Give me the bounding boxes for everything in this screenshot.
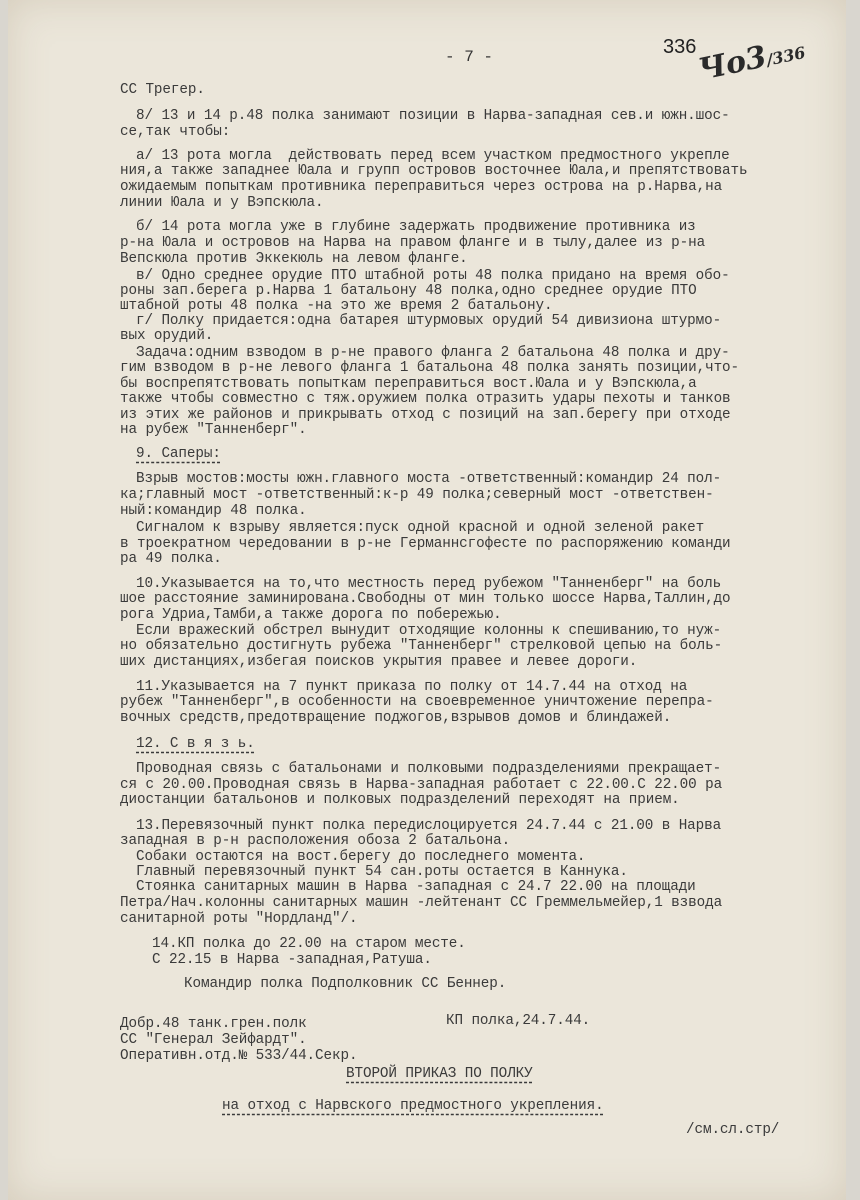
addressee-line: СС Трегер. — [120, 82, 205, 98]
text-line: в троекратном чередовании в р-не Германнсгофесте по распоряжению команди — [120, 536, 731, 552]
unit-header: СС "Генерал Зейфардт". — [120, 1032, 307, 1048]
text-line: Главный перевязочный пункт 54 сан.роты остается в Каннука. — [136, 864, 628, 880]
text-line: ка;главный мост -ответственный:к-р 49 полка;северный мост -ответствен- — [120, 487, 714, 503]
text-line: ожидаемым попыткам противника переправиться через острова на р.Нарва,на — [120, 179, 723, 195]
text-line: 8/ 13 и 14 р.48 полка занимают позиции в Нарва-западная сев.и южн.шос- — [136, 108, 730, 124]
document-page — [8, 0, 846, 1200]
text-line: в/ Одно среднее орудие ПТО штабной роты 48 полка придано на время обо- — [136, 268, 730, 284]
text-line: ся с 20.00.Проводная связь в Нарва-западная работает с 22.00.С 22.00 ра — [120, 777, 723, 793]
text-line: западная в р-н расположения обоза 2 батальона. — [120, 833, 511, 849]
text-line: ра 49 полка. — [120, 551, 222, 567]
handwritten-mark: Чо3/336 — [695, 39, 808, 88]
text-line: Стоянка санитарных машин в Нарва -западная с 24.7 22.00 на площади — [136, 879, 696, 895]
text-line: диостанции батальонов и полковых подразделений переходят на прием. — [120, 792, 680, 808]
place-date: КП полка,24.7.44. — [446, 1013, 591, 1029]
text-line: а/ 13 рота могла действовать перед всем участком предмостного укрепле — [136, 148, 730, 164]
text-line: также чтобы совместно с тяж.оружием полка отразить удары пехоты и танков — [120, 391, 731, 407]
text-line: 10.Указывается на то,что местность перед рубежом "Танненберг" на боль — [136, 576, 722, 592]
text-line: гим взводом в р-не левого фланга 1 батальона 48 полка занять позиции,что- — [120, 360, 740, 376]
text-line: Проводная связь с батальонами и полковыми подразделениями прекращает- — [136, 761, 722, 777]
text-line: С 22.15 в Нарва -западная,Ратуша. — [152, 952, 432, 968]
reference-number: Оперативн.отд.№ 533/44.Секр. — [120, 1048, 358, 1064]
text-line: Взрыв мостов:мосты южн.главного моста -ответственный:командир 24 пол- — [136, 471, 722, 487]
text-line: р-на Юала и островов на Нарва на правом фланге и в тылу,далее из р-на — [120, 235, 706, 251]
text-line: Петра/Нач.колонны санитарных машин -лейтенант СС Греммельмейер,1 взвода — [120, 895, 723, 911]
text-line: Вепскюла против Эккекюль на левом фланге. — [120, 251, 468, 267]
order-subtitle: на отход с Нарвского предмостного укрепления. — [222, 1098, 604, 1114]
text-line: ный:командир 48 полка. — [120, 503, 307, 519]
text-line: шое расстояние заминирована.Свободны от мин только шоссе Нарва,Таллин,до — [120, 591, 731, 607]
text-line: роны зап.берега р.Нарва 1 батальону 48 полка,одно среднее орудие ПТО — [120, 283, 697, 299]
section-heading-sappers: 9. Саперы: — [136, 446, 221, 462]
order-title: ВТОРОЙ ПРИКАЗ ПО ПОЛКУ — [346, 1066, 533, 1082]
text-line: Если вражеский обстрел вынудит отходящие колонны к спешиванию,то нуж- — [136, 623, 722, 639]
text-line: бы воспрепятствовать попыткам переправиться вост.Юала и у Вэпскюла,а — [120, 376, 697, 392]
archive-number: 336 — [663, 36, 697, 58]
text-line: на рубеж "Танненберг". — [120, 422, 307, 438]
page-number: - 7 - — [445, 48, 494, 66]
signature-line: Командир полка Подполковник СС Беннер. — [184, 976, 507, 992]
text-line: санитарной роты "Нордланд"/. — [120, 911, 358, 927]
unit-header: Добр.48 танк.грен.полк — [120, 1016, 307, 1032]
text-line: вочных средств,предотвращение поджогов,взрывов домов и блиндажей. — [120, 710, 672, 726]
text-line: рога Удриа,Тамби,а также дорога по побережью. — [120, 607, 502, 623]
text-line: линии Юала и у Вэпскюла. — [120, 195, 324, 211]
text-line: се,так чтобы: — [120, 124, 231, 140]
text-line: г/ Полку придается:одна батарея штурмовых орудий 54 дивизиона штурмо- — [136, 313, 722, 329]
text-line: б/ 14 рота могла уже в глубине задержать продвижение противника из — [136, 219, 696, 235]
text-line: вых орудий. — [120, 328, 214, 344]
text-line: 11.Указывается на 7 пункт приказа по полку от 14.7.44 на отход на — [136, 679, 688, 695]
continued-note: /см.сл.стр/ — [686, 1122, 780, 1138]
text-line: из этих же районов и прикрывать отход с позиций на зап.берегу при отходе — [120, 407, 731, 423]
text-line: штабной роты 48 полка -на это же время 2 батальону. — [120, 298, 553, 314]
text-line: но обязательно достигнуть рубежа "Танненберг" стрелковой цепью на боль- — [120, 638, 723, 654]
text-line: ших дистанциях,избегая поисков укрытия правее и левее дороги. — [120, 654, 638, 670]
section-heading-communications: 12. С в я з ь. — [136, 736, 255, 752]
text-line: рубеж "Танненберг",в особенности на своевременное уничтожение перепра- — [120, 694, 714, 710]
text-line: 14.КП полка до 22.00 на старом месте. — [152, 936, 466, 952]
text-line: ния,а также западнее Юала и групп островов восточнее Юала,и препятствовать — [120, 163, 748, 179]
text-line: Собаки остаются на вост.берегу до последнего момента. — [136, 849, 586, 865]
text-line: Задача:одним взводом в р-не правого фланга 2 батальона 48 полка и дру- — [136, 345, 730, 361]
text-line: 13.Перевязочный пункт полка передислоцируется 24.7.44 с 21.00 в Нарва — [136, 818, 722, 834]
text-line: Сигналом к взрыву является:пуск одной красной и одной зеленой ракет — [136, 520, 705, 536]
